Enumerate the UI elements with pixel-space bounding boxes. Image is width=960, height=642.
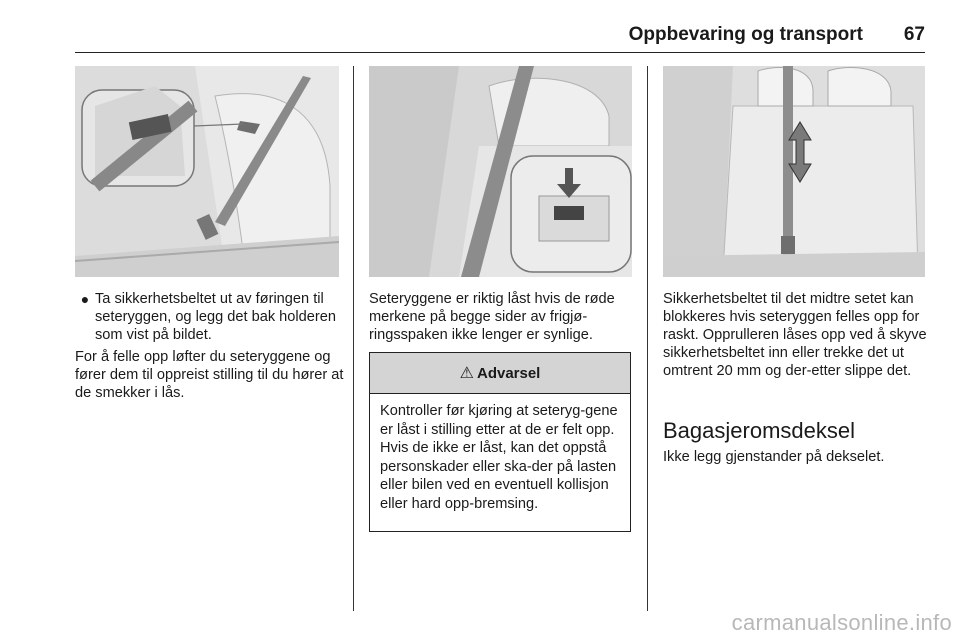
page-title: Oppbevaring og transport bbox=[628, 24, 863, 45]
illustration-seat-latch bbox=[369, 66, 632, 277]
column-divider bbox=[353, 66, 354, 611]
section-paragraph: Ikke legg gjenstander på dekselet. bbox=[663, 449, 885, 465]
illustration-center-belt bbox=[663, 66, 925, 277]
warning-triangle-icon: ⚠ bbox=[459, 365, 474, 382]
section-heading: Bagasjeromsdeksel bbox=[663, 418, 855, 443]
illustration-seatbelt-holder bbox=[75, 66, 339, 277]
seat-latch-drawing bbox=[369, 66, 632, 277]
page-number: 67 bbox=[903, 24, 925, 45]
warning-title: Advarsel bbox=[476, 364, 541, 382]
page-header bbox=[75, 22, 925, 53]
bullet-text: Ta sikkerhetsbeltet ut av føringen til seteryggen, og legg det bak holderen som vist på bildet. bbox=[95, 291, 336, 343]
watermark: carmanualsonline.info bbox=[731, 610, 952, 635]
center-belt-drawing bbox=[663, 66, 925, 277]
warning-header bbox=[370, 353, 630, 394]
column-3-paragraph: Sikkerhetsbeltet til det midtre setet kan blokkeres hvis seteryggen felles opp for raskt. Opprulleren låses opp ved å skyve sikkerhetsbeltet inn eller trekke det ut omtrent 20 mm og der-etter slippe det. bbox=[663, 291, 927, 379]
warning-body: Kontroller før kjøring at seteryg-gene er låst i stilling etter at de er felt opp. Hvis de ikke er låst, kan det oppstå personskader eller ska-der på lasten eller bilen ved en eventuell kollisjon eller hard opp-bremsing. bbox=[380, 403, 618, 512]
column-divider bbox=[647, 66, 648, 611]
seatbelt-holder-drawing bbox=[75, 66, 339, 277]
bullet-dot-icon: ● bbox=[80, 291, 90, 307]
body-paragraph: For å felle opp løfter du seteryggene og fører dem til oppreist stilling til du hører at de smekker i lås. bbox=[75, 349, 344, 401]
column-1-text bbox=[75, 290, 345, 402]
warning-box bbox=[369, 352, 631, 532]
bullet-item bbox=[75, 290, 345, 344]
column-2-paragraph: Seteryggene er riktig låst hvis de røde merkene på begge sider av frigjø-ringsspaken ikke lenger er synlige. bbox=[369, 291, 615, 343]
